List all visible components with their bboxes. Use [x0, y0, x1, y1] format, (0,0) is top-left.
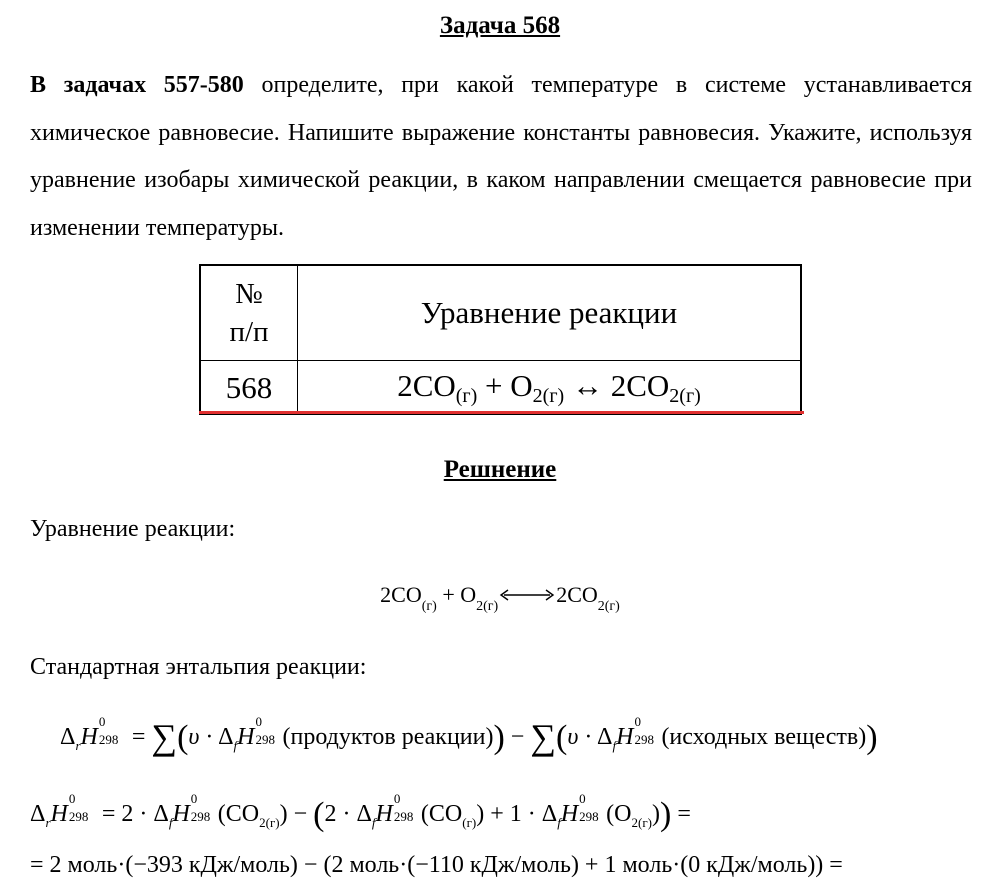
header-number-cell: [200, 265, 298, 361]
header-number-abbrev: п/п: [229, 316, 269, 348]
task-range-bold: В задачах 557-580: [30, 72, 244, 98]
reactants-text: (исходных веществ): [661, 724, 867, 750]
enthalpy-label: Стандартная энтальпия реакции:: [30, 654, 367, 680]
reaction-equation: $2CO_{(г)} + O_{2(г)}$ $2CO_{2(г)}$: [380, 582, 620, 614]
eq-part: 2CO: [397, 367, 456, 403]
reaction-table: [199, 264, 802, 415]
enthalpy-numeric-formula: = 2 моль·(−393 кДж/моль) − (2 моль·(−110 кДж/моль) + 1 моль·(0 кДж/моль)) =: [30, 852, 843, 878]
enthalpy-specific-formula: $\Delta_rH$ 0 298 = $2 \cdot \Delta_fH$ 0 298 $(CO_{2(г)}) - (2 \cdot \Delta_fH$ 0 298 $(CO_{(г)}) + 1 \cdot \Delta_fH$ 0 298 $(O_{2(г)})$) =: [30, 791, 691, 833]
eq-sub: (г): [455, 384, 478, 407]
header-equation-cell: Уравнение реакции: [298, 265, 802, 361]
task-title: Задача 568: [439, 12, 561, 39]
eq-sub: 2(г): [669, 384, 701, 407]
equation-label: Уравнение реакции:: [30, 516, 236, 542]
table-row: [200, 361, 801, 415]
eq-sub: 2(г): [532, 384, 565, 407]
header-number-sign: №: [235, 278, 263, 310]
enthalpy-general-formula: $\Delta_rH$ 0 298 = $\sum(\upsilon \cdot \Delta_fH$ 0 298 (продуктов реакции)) − $\sum(\upsilon \cdot \Delta_fH$ 0 298 (исходных веществ)): [60, 714, 878, 757]
row-equation-cell: [298, 361, 802, 415]
eq-part: + O: [477, 367, 533, 403]
solution-title: Решнение: [443, 456, 557, 483]
products-text: (продуктов реакции): [282, 724, 494, 750]
task-description: определите, при какой температуре в системе устанавливается химическое равновесие. Напишите выражение константы равновесия. Укажите, используя уравнение изобары химической реакции, в каком направлении смещается равновесие при изменении температуры.: [30, 72, 973, 241]
task-text: [30, 62, 972, 252]
equilibrium-arrow-icon: [498, 592, 556, 602]
eq-part: ↔ 2CO: [564, 367, 670, 403]
row-number-cell: 568: [200, 361, 298, 415]
table-red-underline: [199, 411, 804, 414]
table-header-row: [200, 265, 801, 361]
